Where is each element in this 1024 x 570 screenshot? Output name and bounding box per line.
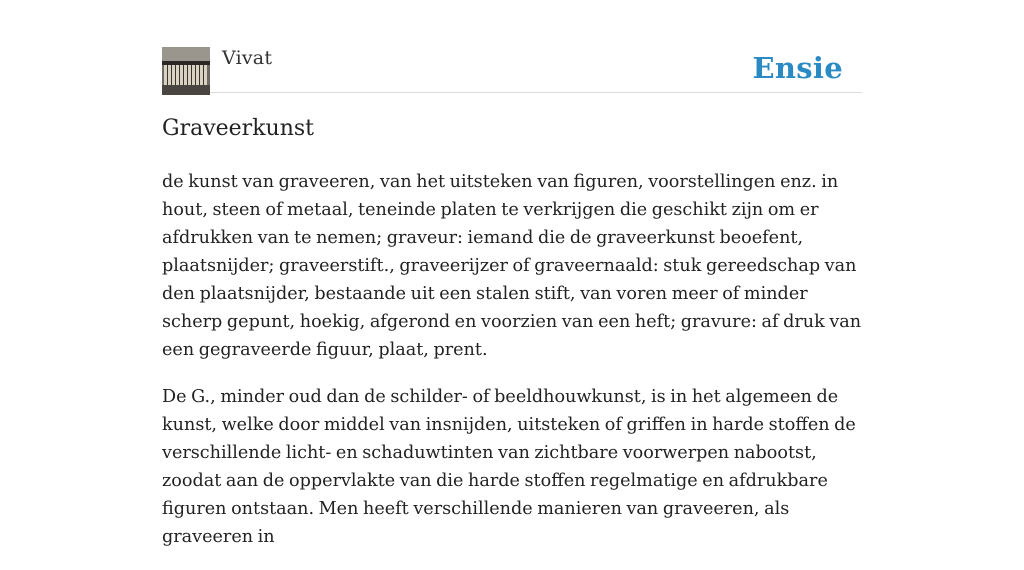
avatar[interactable] (162, 47, 210, 95)
author-name[interactable]: Vivat (222, 47, 273, 69)
brand-logo[interactable]: Ensie (752, 51, 843, 85)
page (162, 0, 862, 547)
article-content (162, 168, 862, 570)
paragraph: De G., minder oud dan de schilder- of beeldhouwkunst, is in het algemeen de kunst, welke door middel van insnijden, uitsteken of griffen in harde stoffen de verschillende licht- en schaduwtinten van zichtbare voorwerpen nabootst, zoodat aan de oppervlakte van die harde stoffen regelmatige en afdrukbare figuren ontstaan. Men heeft verschillende manieren van graveeren, als graveeren in (162, 387, 856, 547)
book-stack-icon (162, 47, 210, 95)
header (162, 47, 862, 93)
paragraph: de kunst van graveeren, van het uitsteken van figuren, voorstellingen enz. in hout, steen of metaal, teneinde platen te verkrijgen die geschikt zijn om er afdrukken van te nemen; graveur: iemand die de graveerkunst beoefent, plaatsnijder; graveerstift., graveerijzer of graveernaald: stuk gereedschap van den plaatsnijder, bestaande uit een stalen stift, van voren meer of minder scherp gepunt, hoekig, afgerond en voorzien van een heft; gravure: af druk van een gegraveerde figuur, plaat, prent. (162, 172, 862, 360)
page-title: Graveerkunst (162, 116, 314, 141)
